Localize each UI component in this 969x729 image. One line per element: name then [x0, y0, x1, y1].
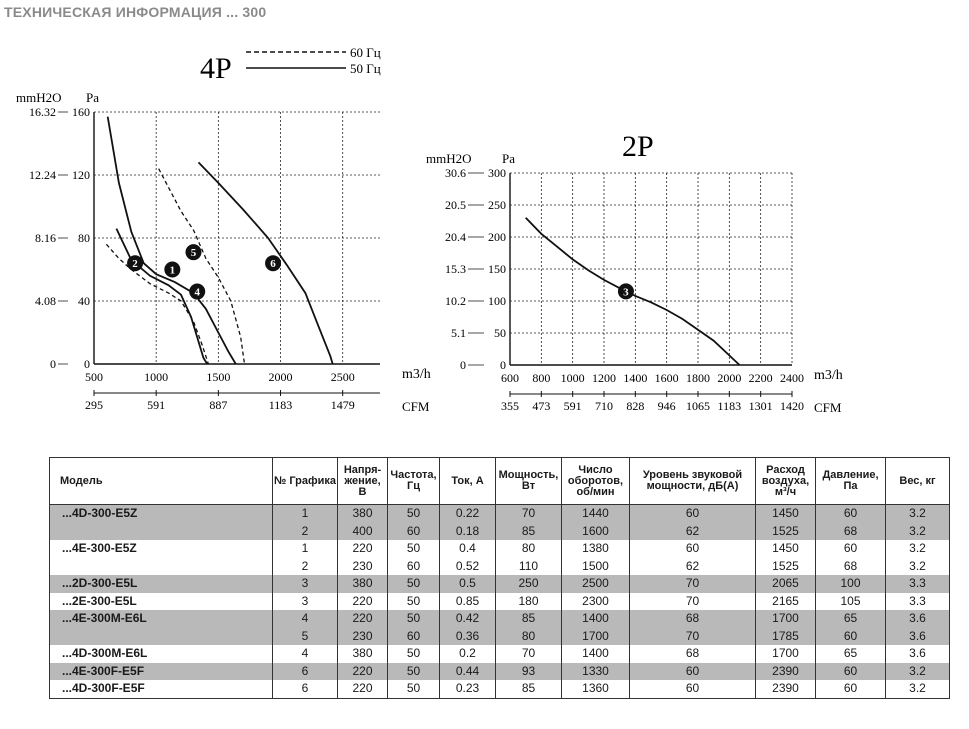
table-cell-voltage: 230 [338, 558, 388, 576]
table-cell-freq: 60 [388, 558, 440, 576]
x-tick-m3h: 1000 [144, 370, 169, 384]
table-cell-weight: 3.6 [886, 645, 950, 663]
table-cell-model: ...4E-300M-E6L [50, 610, 273, 628]
y-tick-mmh2o: 0 [460, 358, 466, 372]
table-header-cell: Ток, А [440, 458, 496, 505]
table-cell-model [50, 628, 273, 646]
table-cell-noise: 68 [630, 645, 756, 663]
y-tick-pa: 80 [78, 231, 90, 245]
table-cell-voltage: 220 [338, 593, 388, 611]
table-cell-freq: 50 [388, 610, 440, 628]
table-header-row [50, 458, 950, 505]
y-tick-mmh2o: 12.24 [29, 168, 56, 182]
table-cell-freq: 50 [388, 593, 440, 611]
x-tick-cfm: 828 [626, 399, 645, 413]
table-cell-voltage: 380 [338, 505, 388, 523]
y-tick-mmh2o: 8.16 [35, 231, 56, 245]
y-tick-mmh2o: 15.3 [445, 262, 466, 276]
curve-label-5: 5 [190, 247, 197, 260]
table-cell-current: 0.5 [440, 575, 496, 593]
table-cell-freq: 50 [388, 540, 440, 558]
table-cell-airflow: 1450 [756, 505, 816, 523]
x-tick-cfm: 710 [595, 399, 613, 413]
table-cell-pressure: 68 [816, 523, 886, 541]
table-cell-pressure: 60 [816, 628, 886, 646]
table-cell-weight: 3.3 [886, 593, 950, 611]
table-cell-current: 0.44 [440, 663, 496, 681]
x-tick-m3h: 2200 [748, 371, 773, 385]
x-tick-cfm: 473 [532, 399, 551, 413]
chart-title: 2P [622, 130, 654, 163]
table-header-cell: Напря-жение, В [338, 458, 388, 505]
table-cell-noise: 68 [630, 610, 756, 628]
table-cell-graph: 2 [273, 558, 338, 576]
x-tick-m3h: 2500 [330, 370, 355, 384]
table-body [50, 505, 950, 699]
table-row [50, 523, 950, 541]
table-cell-power: 93 [496, 663, 562, 681]
table-cell-rpm: 1400 [562, 645, 630, 663]
table-cell-model: ...4D-300M-E6L [50, 645, 273, 663]
x-tick-cfm: 946 [657, 399, 676, 413]
table-cell-power: 80 [496, 540, 562, 558]
table-cell-freq: 50 [388, 680, 440, 698]
y-tick-pa: 50 [494, 326, 506, 340]
chart-2p [426, 118, 880, 418]
y-tick-pa: 40 [78, 294, 90, 308]
table-cell-pressure: 60 [816, 663, 886, 681]
x-tick-m3h: 2400 [780, 371, 804, 385]
table-row [50, 663, 950, 681]
x-tick-cfm: 1479 [330, 398, 355, 412]
table-cell-power: 85 [496, 680, 562, 698]
table-cell-rpm: 1380 [562, 540, 630, 558]
page-heading: ТЕХНИЧЕСКАЯ ИНФОРМАЦИЯ ... 300 [4, 4, 267, 20]
table-header-cell: Давление, Па [816, 458, 886, 505]
table-row [50, 628, 950, 646]
table-cell-noise: 62 [630, 558, 756, 576]
y-tick-mmh2o: 20.4 [445, 230, 466, 244]
table-cell-airflow: 1785 [756, 628, 816, 646]
table-cell-weight: 3.2 [886, 505, 950, 523]
y-tick-mmh2o: 0 [50, 357, 56, 371]
y-tick-pa: 0 [84, 357, 90, 371]
y-axis-label-mmh2o: mmH2O [16, 90, 62, 105]
table-header-cell: Число оборотов, об/мин [562, 458, 630, 505]
table-cell-pressure: 65 [816, 645, 886, 663]
table-header-cell: № Графика [273, 458, 338, 505]
table-cell-noise: 60 [630, 540, 756, 558]
y-tick-mmh2o: 30.6 [445, 166, 466, 180]
legend-label: 60 Гц [350, 45, 381, 60]
table-cell-noise: 70 [630, 593, 756, 611]
table-cell-weight: 3.2 [886, 558, 950, 576]
table-cell-rpm: 1500 [562, 558, 630, 576]
table-cell-graph: 6 [273, 663, 338, 681]
table-row [50, 610, 950, 628]
table-cell-airflow: 1700 [756, 645, 816, 663]
table-cell-current: 0.42 [440, 610, 496, 628]
y-tick-pa: 150 [488, 262, 506, 276]
table-cell-noise: 60 [630, 505, 756, 523]
table-cell-airflow: 2165 [756, 593, 816, 611]
table-cell-graph: 3 [273, 575, 338, 593]
table-cell-graph: 1 [273, 505, 338, 523]
table-cell-weight: 3.2 [886, 663, 950, 681]
table-cell-freq: 60 [388, 523, 440, 541]
x-tick-m3h: 500 [85, 370, 103, 384]
chart-4p [0, 40, 431, 414]
x-tick-m3h: 600 [501, 371, 519, 385]
curve-4 [108, 117, 236, 364]
table-cell-graph: 5 [273, 628, 338, 646]
table-cell-noise: 60 [630, 663, 756, 681]
table-cell-freq: 50 [388, 645, 440, 663]
table-cell-rpm: 2300 [562, 593, 630, 611]
table-cell-current: 0.36 [440, 628, 496, 646]
y-tick-pa: 100 [488, 294, 506, 308]
table-cell-model [50, 523, 273, 541]
y-tick-mmh2o: 4.08 [35, 294, 56, 308]
table-cell-airflow: 2390 [756, 680, 816, 698]
table-cell-rpm: 1400 [562, 610, 630, 628]
x-tick-m3h: 1800 [686, 371, 710, 385]
table-cell-power: 250 [496, 575, 562, 593]
spec-table [49, 457, 950, 699]
table-cell-model: ...2E-300-E5L [50, 593, 273, 611]
table-cell-model: ...4D-300F-E5F [50, 680, 273, 698]
table-cell-airflow: 2390 [756, 663, 816, 681]
table-cell-voltage: 380 [338, 645, 388, 663]
table-cell-power: 180 [496, 593, 562, 611]
x-tick-cfm: 591 [563, 399, 582, 413]
table-cell-model: ...4E-300-E5Z [50, 540, 273, 558]
table-cell-rpm: 1700 [562, 628, 630, 646]
y-tick-mmh2o: 10.2 [445, 294, 466, 308]
table-cell-noise: 70 [630, 628, 756, 646]
table-cell-power: 85 [496, 610, 562, 628]
x-tick-cfm: 1301 [748, 399, 773, 413]
x-tick-m3h: 2000 [268, 370, 293, 384]
curve-label-2: 2 [132, 258, 138, 271]
x-tick-cfm: 591 [147, 398, 166, 412]
table-cell-voltage: 380 [338, 575, 388, 593]
table-cell-model: ...2D-300-E5L [50, 575, 273, 593]
table-cell-voltage: 220 [338, 663, 388, 681]
curve-label-1: 1 [169, 264, 176, 277]
table-cell-airflow: 1700 [756, 610, 816, 628]
table-cell-power: 80 [496, 628, 562, 646]
table-cell-current: 0.22 [440, 505, 496, 523]
table-cell-graph: 6 [273, 680, 338, 698]
table-cell-pressure: 68 [816, 558, 886, 576]
table-cell-graph: 4 [273, 645, 338, 663]
x-tick-cfm: 295 [85, 398, 103, 412]
table-cell-graph: 2 [273, 523, 338, 541]
y-tick-pa: 120 [72, 168, 90, 182]
table-cell-pressure: 65 [816, 610, 886, 628]
table-cell-graph: 1 [273, 540, 338, 558]
y-tick-pa: 250 [488, 198, 506, 212]
table-cell-pressure: 100 [816, 575, 886, 593]
table-row [50, 505, 950, 523]
table-cell-graph: 4 [273, 610, 338, 628]
table-header-cell: Модель [50, 458, 273, 505]
table-cell-freq: 60 [388, 628, 440, 646]
table-cell-weight: 3.6 [886, 628, 950, 646]
table-row [50, 680, 950, 698]
table-cell-pressure: 105 [816, 593, 886, 611]
x-tick-m3h: 2000 [717, 371, 742, 385]
table-cell-current: 0.85 [440, 593, 496, 611]
table-cell-model: ...4D-300-E5Z [50, 505, 273, 523]
x-axis-cfm-unit: CFM [814, 400, 842, 415]
table-header-cell: Расход воздуха, м³/ч [756, 458, 816, 505]
table-cell-current: 0.23 [440, 680, 496, 698]
legend-label: 50 Гц [350, 61, 381, 76]
y-tick-pa: 160 [72, 105, 90, 119]
x-tick-cfm: 1065 [686, 399, 710, 413]
y-axis-label-mmh2o: mmH2O [426, 151, 472, 166]
x-axis-unit: m3/h [402, 367, 431, 382]
table-cell-pressure: 60 [816, 540, 886, 558]
table-cell-rpm: 1330 [562, 663, 630, 681]
x-tick-cfm: 1420 [780, 399, 804, 413]
table-cell-voltage: 230 [338, 628, 388, 646]
table-header-cell: Мощность, Вт [496, 458, 562, 505]
table-row [50, 593, 950, 611]
x-tick-m3h: 1500 [206, 370, 231, 384]
y-tick-pa: 200 [488, 230, 506, 244]
curve-label-4: 4 [194, 286, 200, 299]
x-axis-unit: m3/h [814, 368, 843, 383]
table-cell-weight: 3.3 [886, 575, 950, 593]
table-cell-voltage: 400 [338, 523, 388, 541]
x-tick-cfm: 1183 [268, 398, 293, 412]
table-cell-airflow: 2065 [756, 575, 816, 593]
x-tick-m3h: 1400 [623, 371, 648, 385]
table-row [50, 540, 950, 558]
table-cell-graph: 3 [273, 593, 338, 611]
table-row [50, 645, 950, 663]
y-tick-pa: 300 [488, 166, 506, 180]
x-tick-m3h: 1000 [560, 371, 585, 385]
table-cell-rpm: 1360 [562, 680, 630, 698]
chart-title: 4P [200, 52, 232, 85]
table-cell-voltage: 220 [338, 680, 388, 698]
y-tick-mmh2o: 20.5 [445, 198, 466, 212]
table-cell-current: 0.18 [440, 523, 496, 541]
table-cell-freq: 50 [388, 575, 440, 593]
table-cell-power: 85 [496, 523, 562, 541]
table-header-cell: Частота, Гц [388, 458, 440, 505]
table-cell-noise: 70 [630, 575, 756, 593]
table-cell-current: 0.4 [440, 540, 496, 558]
x-tick-m3h: 1600 [654, 371, 679, 385]
table-cell-voltage: 220 [338, 540, 388, 558]
table-cell-model [50, 558, 273, 576]
table-header-cell: Вес, кг [886, 458, 950, 505]
x-tick-m3h: 800 [532, 371, 551, 385]
table-cell-voltage: 220 [338, 610, 388, 628]
y-axis-label-pa: Pa [502, 151, 515, 166]
y-tick-mmh2o: 5.1 [451, 326, 466, 340]
table-cell-rpm: 2500 [562, 575, 630, 593]
table-cell-airflow: 1525 [756, 523, 816, 541]
table-cell-weight: 3.2 [886, 680, 950, 698]
curve-label-6: 6 [270, 258, 276, 271]
y-tick-pa: 0 [500, 358, 506, 372]
table-cell-power: 70 [496, 505, 562, 523]
table-cell-weight: 3.6 [886, 610, 950, 628]
table-cell-noise: 62 [630, 523, 756, 541]
curve-2 [106, 244, 208, 364]
table-cell-airflow: 1525 [756, 558, 816, 576]
x-tick-cfm: 887 [209, 398, 228, 412]
table-cell-weight: 3.2 [886, 523, 950, 541]
table-cell-power: 70 [496, 645, 562, 663]
x-tick-cfm: 1183 [717, 399, 742, 413]
table-cell-power: 110 [496, 558, 562, 576]
x-tick-cfm: 355 [501, 399, 519, 413]
table-cell-noise: 60 [630, 680, 756, 698]
table-cell-model: ...4E-300F-E5F [50, 663, 273, 681]
x-axis-cfm-unit: CFM [402, 399, 430, 414]
table-cell-rpm: 1600 [562, 523, 630, 541]
table-row [50, 558, 950, 576]
table-row [50, 575, 950, 593]
x-tick-m3h: 1200 [592, 371, 616, 385]
curve-label-3: 3 [623, 286, 629, 299]
table-cell-freq: 50 [388, 663, 440, 681]
table-cell-current: 0.52 [440, 558, 496, 576]
table-cell-weight: 3.2 [886, 540, 950, 558]
table-cell-pressure: 60 [816, 505, 886, 523]
table-cell-current: 0.2 [440, 645, 496, 663]
table-cell-airflow: 1450 [756, 540, 816, 558]
table-cell-freq: 50 [388, 505, 440, 523]
y-tick-mmh2o: 16.32 [29, 105, 56, 119]
table-cell-rpm: 1440 [562, 505, 630, 523]
table-cell-pressure: 60 [816, 680, 886, 698]
y-axis-label-pa: Pa [86, 90, 99, 105]
table-header-cell: Уровень звуковой мощности, дБ(А) [630, 458, 756, 505]
